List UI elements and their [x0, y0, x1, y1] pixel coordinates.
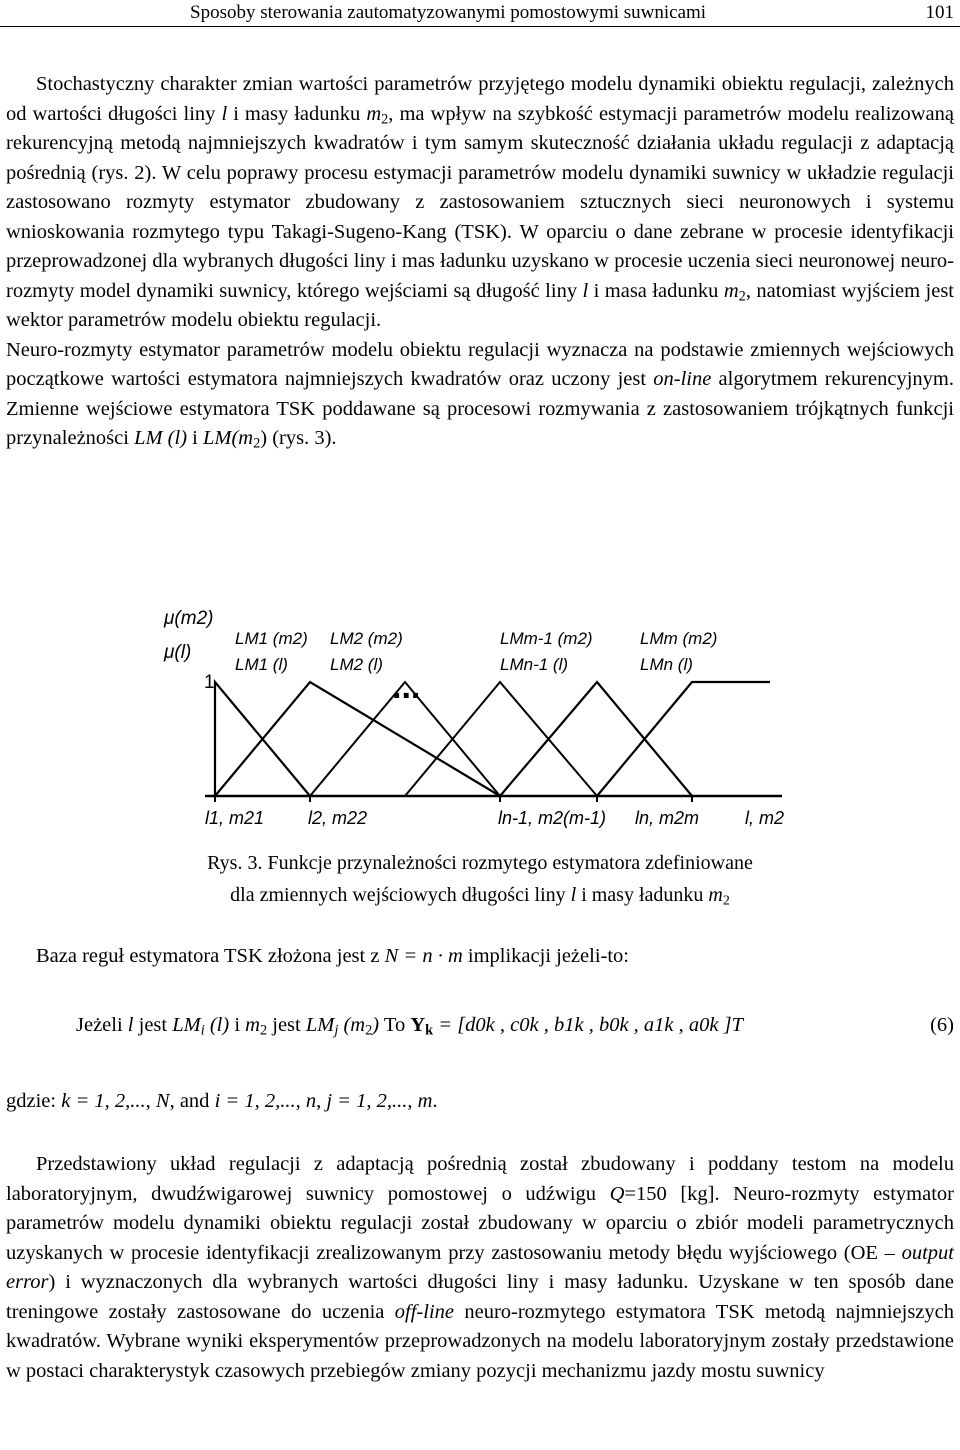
- para1-text-a: Stochastyczny charakter zmian wartości parametrów przyjętego modelu dynamiki obiektu regulacji, zależnych od wartości długości liny: [6, 73, 954, 125]
- term-offline: off-line: [394, 1300, 454, 1323]
- legend-mu-m2: μ(m2): [164, 608, 214, 629]
- caption-text-a: dla zmiennych wejściowych długości liny: [230, 884, 571, 906]
- where-text: gdzie:: [6, 1090, 62, 1112]
- legend-mu-l: μ(l): [164, 642, 192, 663]
- membership-function-4: [597, 682, 770, 796]
- eq-var-l: l: [127, 1014, 134, 1036]
- mf-label-l: LMn (l): [640, 655, 693, 674]
- equation-number: (6): [930, 1014, 954, 1036]
- eq-then: To: [379, 1014, 411, 1036]
- eq-arg-l: (l): [204, 1014, 230, 1036]
- caption-var-l: l: [570, 884, 577, 906]
- para2-text-a: Neuro-rozmyty estymator parametrów modelu obiektu regulacji wyznacza na podstawie zmiennych wejściowych początkowe wartości estymatora najmniejszych kwadratów oraz uczony jest: [6, 338, 954, 390]
- eq-arg-m-close: ): [372, 1014, 380, 1036]
- where-j-range: j = 1, 2,..., m: [326, 1090, 433, 1112]
- eq-var-m: m: [245, 1014, 260, 1036]
- membership-function-3: [500, 682, 692, 796]
- eq-if: Jeżeli: [76, 1014, 128, 1036]
- where-line: [6, 1086, 438, 1116]
- math-lm-m: LM(m: [202, 427, 254, 449]
- figure-caption-line1: Rys. 3. Funkcje przynależności rozmytego estymatora zdefiniowane: [207, 852, 753, 874]
- para1-text-b: i masy ładunku: [227, 102, 367, 125]
- where-end: .: [432, 1090, 438, 1112]
- rule-formula: N = n · m: [384, 945, 463, 967]
- term-online: on-line: [653, 368, 712, 390]
- para3-text-c: ) i wyznaczonych dla wybranych wartości długości liny i masy ładunku. Uzyskane w ten sposób dane treningowe zostały zastosowane do uczenia: [6, 1271, 954, 1323]
- eq-is: jest: [267, 1014, 306, 1036]
- eq-var-m-sub: 2: [259, 1022, 268, 1039]
- where-i-range: i = 1, 2,..., n: [214, 1090, 317, 1112]
- equation-6: [76, 1010, 954, 1040]
- eq-output-y: Y: [410, 1014, 426, 1036]
- page-number: 101: [925, 2, 954, 23]
- var-m: m: [723, 279, 739, 302]
- eq-is: jest: [133, 1014, 173, 1036]
- para1-text-e: , natomiast wyjściem jest wektor parametrów modelu obiektu regulacji.: [6, 279, 954, 331]
- x-axis-label: l1, m21: [205, 808, 265, 828]
- mf-label-m2: LM2 (m2): [330, 629, 403, 648]
- eq-lm-i-sub: i: [200, 1022, 205, 1039]
- where-sep: ,: [316, 1090, 327, 1112]
- para3-text-a: Przedstawiony układ regulacji z adaptacją pośrednią został zbudowany i poddany testom na modelu laboratoryjnym, dwudźwigarowej suwnicy pomostowej o udźwigu: [6, 1153, 954, 1205]
- caption-var-m-sub: 2: [722, 893, 730, 909]
- ellipsis-dots: ...: [392, 668, 421, 706]
- var-m: m: [366, 102, 382, 125]
- x-axis-label: l2, m22: [308, 808, 368, 828]
- math-lm-m-close: ): [260, 427, 268, 449]
- eq-lm-i: LM: [172, 1014, 201, 1036]
- para2-text-i: i: [187, 427, 203, 449]
- var-m-sub: 2: [381, 111, 389, 128]
- mf-label-l: LMn-1 (l): [500, 655, 569, 674]
- membership-triangle-middle: [405, 682, 597, 796]
- eq-arg-m-open: (m: [338, 1014, 366, 1036]
- term-output-error: output error: [6, 1241, 954, 1293]
- eq-output-y-sub: k: [425, 1022, 434, 1039]
- eq-and: i: [229, 1014, 246, 1036]
- para2-text-c: (rys. 3).: [267, 427, 337, 449]
- var-l: l: [221, 102, 228, 125]
- x-axis-label: ln, m2m: [635, 808, 700, 828]
- rule-text-a: Baza reguł estymatora TSK złożona jest z: [36, 945, 385, 967]
- x-axis-label: ln-1, m2(m-1): [498, 808, 607, 828]
- mf-label-m2: LMm (m2): [640, 629, 718, 648]
- caption-text-b: i masy ładunku: [576, 884, 709, 906]
- mf-label-m2: LM1 (m2): [235, 629, 308, 648]
- para2-text-b: algorytmem rekurencyjnym. Zmienne wejściowe estymatora TSK poddawane są procesowi rozmywania z zastosowaniem trójkątnych funkcji przynależności: [6, 368, 954, 449]
- mf-label-l: LM2 (l): [330, 655, 383, 674]
- eq-arg-m-sub: 2: [365, 1022, 373, 1039]
- eq-lm-j: LM: [305, 1014, 335, 1036]
- running-title: Sposoby sterowania zautomatyzowanymi pomostowymi suwnicami: [190, 2, 707, 23]
- eq-lm-j-sub: j: [334, 1022, 339, 1039]
- running-header: [0, 0, 960, 27]
- membership-functions-figure: [160, 600, 810, 835]
- where-and: , and: [169, 1090, 215, 1112]
- para1-text-c: , ma wpływ na szybkość estymacji parametrów modelu realizowaną rekurencyjną metodą najmniejszych kwadratów i tym samym skuteczność działania układu regulacji z adaptacją pośrednią (rys. 2). W celu poprawy procesu estymacji parametrów modelu dynamiki suwnicy w układzie regulacji zastosowano rozmyty estymator zbudowany z zastosowaniem sztucznych sieci neuronowych i systemu wnioskowania rozmytego typu Takagi-Sugeno-Kang (TSK). W oparciu o dane zebrane w procesie identyfikacji przeprowadzonej dla wybranych długości liny i mas ładunku uzyskano w procesie uczenia sieci neuronowej neuro-rozmyty model dynamiki suwnicy, którego wejściami są długość liny: [6, 102, 955, 302]
- eq-parameter-vector: = [d0k , c0k , b1k , b0k , a1k , a0k ]T: [433, 1014, 744, 1036]
- figure-caption-line2: [0, 880, 960, 910]
- mf-label-m2: LMm-1 (m2): [500, 629, 593, 648]
- x-axis-label: l, m2: [745, 808, 785, 828]
- para3-text-b: =150 [kg]. Neuro-rozmyty estymator parametrów modelu dynamiki obiektu regulacji został zbudowany w oparciu o zbiór modeli parametrycznych uzyskanych w procesie identyfikacji zrealizowanym przy zastosowaniu metody błędu wyjściowego (OE –: [6, 1182, 954, 1264]
- paragraph-3: [6, 1150, 954, 1386]
- caption-var-m: m: [708, 884, 723, 906]
- para3-text-d: neuro-rozmytego estymatora TSK metodą najmniejszych kwadratów. Wybrane wyniki eksperymentów przeprowadzonych na modelu laboratoryjnym zostały przedstawione w postaci charakterystyk czasowych przebiegów zmiany pozycji mechanizmu jazdy mostu suwnicy: [6, 1300, 954, 1382]
- paragraph-1: [6, 70, 954, 454]
- rule-base-sentence: [36, 941, 629, 971]
- where-k-range: k = 1, 2,..., N: [61, 1090, 170, 1112]
- math-lm-l: LM (l): [134, 427, 188, 449]
- math-lm-m-sub: 2: [253, 435, 261, 452]
- var-l: l: [582, 279, 589, 302]
- mf-label-l: LM1 (l): [235, 655, 288, 674]
- var-q: Q: [609, 1182, 625, 1205]
- rule-text-b: implikacji jeżeli-to:: [462, 945, 629, 967]
- var-m-sub: 2: [738, 288, 746, 305]
- para1-text-d: i masa ładunku: [588, 279, 724, 302]
- y-one-label: 1: [204, 672, 215, 693]
